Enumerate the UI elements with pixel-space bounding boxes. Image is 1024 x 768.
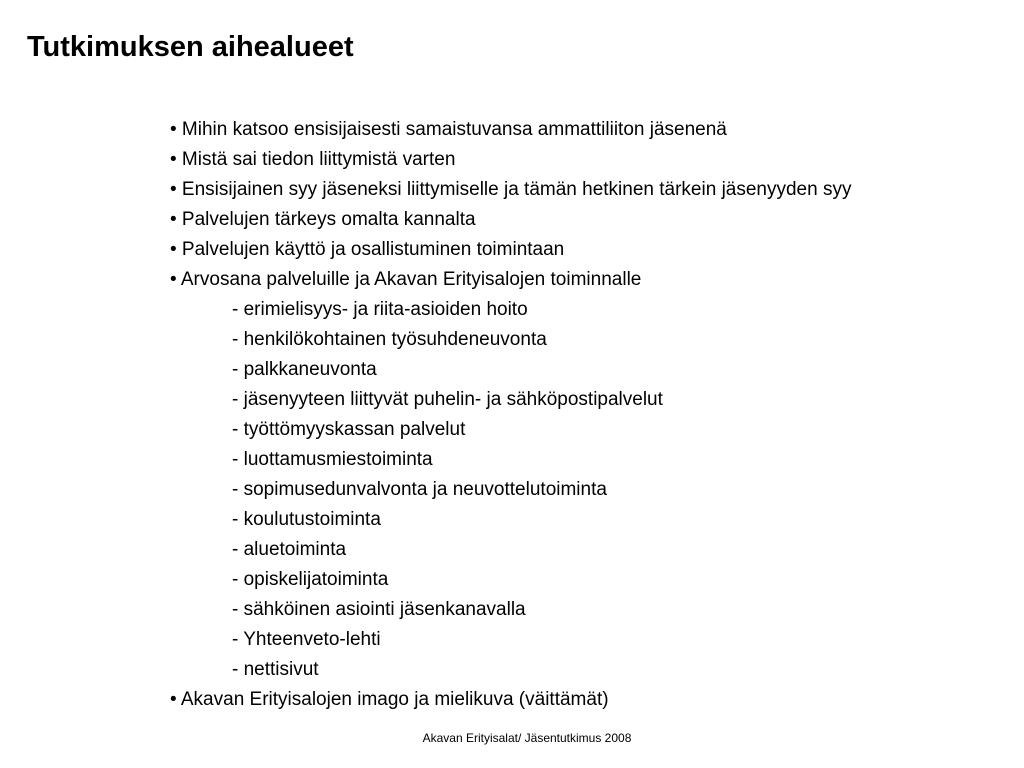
sub-list-item: - erimielisyys- ja riita-asioiden hoito bbox=[232, 299, 528, 320]
sub-list-item: - sähköinen asiointi jäsenkanavalla bbox=[232, 599, 526, 620]
slide-title: Tutkimuksen aihealueet bbox=[27, 31, 354, 63]
list-item: • Palvelujen käyttö ja osallistuminen toimintaan bbox=[170, 239, 565, 260]
sub-list-item: - jäsenyyteen liittyvät puhelin- ja sähköpostipalvelut bbox=[232, 389, 663, 410]
sub-list-item: - Yhteenveto-lehti bbox=[232, 629, 381, 650]
sub-list-item: - henkilökohtainen työsuhdeneuvonta bbox=[232, 329, 547, 350]
sub-list-item: - palkkaneuvonta bbox=[232, 359, 377, 380]
topic-list bbox=[170, 115, 851, 715]
list-item: • Arvosana palveluille ja Akavan Erityisalojen toiminnalle bbox=[170, 269, 642, 290]
list-item: • Mihin katsoo ensisijaisesti samaistuvansa ammattiliiton jäsenenä bbox=[170, 119, 727, 140]
sub-list-item: - sopimusedunvalvonta ja neuvottelutoiminta bbox=[232, 479, 607, 500]
list-item: • Akavan Erityisalojen imago ja mielikuva (väittämät) bbox=[170, 689, 609, 710]
slide-footer: Akavan Erityisalat/ Jäsentutkimus 2008 bbox=[422, 731, 632, 745]
sub-list-item: - työttömyyskassan palvelut bbox=[232, 419, 466, 440]
list-item: • Mistä sai tiedon liittymistä varten bbox=[170, 149, 456, 170]
sub-list-item: - luottamusmiestoiminta bbox=[232, 449, 433, 470]
sub-list-item: - aluetoiminta bbox=[232, 539, 347, 560]
list-item: • Palvelujen tärkeys omalta kannalta bbox=[170, 209, 476, 230]
sub-list-item: - opiskelijatoiminta bbox=[232, 569, 389, 590]
sub-list-item: - koulutustoiminta bbox=[232, 509, 381, 530]
list-item: • Ensisijainen syy jäseneksi liittymiselle ja tämän hetkinen tärkein jäsenyyden syy bbox=[170, 179, 852, 200]
sub-list-item: - nettisivut bbox=[232, 659, 319, 680]
